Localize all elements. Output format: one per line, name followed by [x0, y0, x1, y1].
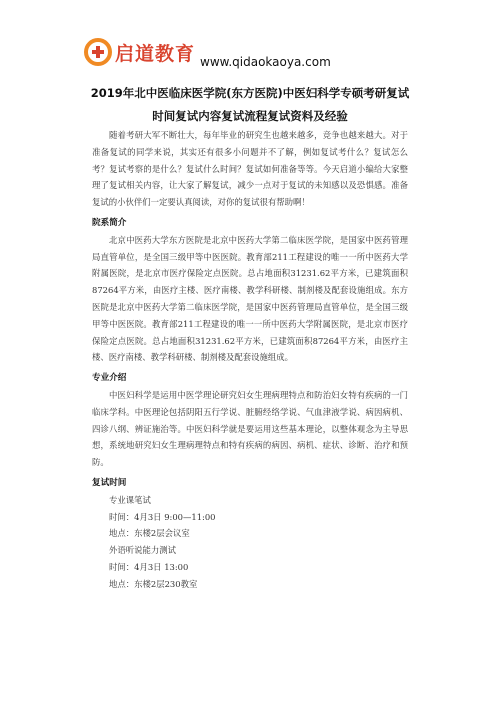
schedule-line: 时间：4月3日 9:00—11:00 [109, 511, 216, 522]
schedule-line: 外语听说能力测试 [109, 545, 176, 556]
college-paragraph: 北京中医药大学东方医院是北京中医药大学第二临床医学院，是国家中医药管理局直管单位，是全国三级甲等中医医院。教育部211工程建设的唯一一所中医药大学附属医院，是北京市医疗保险定点医院。总占地面积31231.62平方米，已建筑面积87264平方米，由医疗主楼、医疗南楼、教学科研楼、制剂楼及配套设施组成。东方医院是北京中医药大学第二临床医学院，是国家中医药管理局直管单位，是全国三级甲等中医医院。教育部211工程建设的唯一一所中医药大学附属医院，是北京市医疗保险定点医院。总占地面积31231.62平方米，已建筑面积87264平方米，由医疗主楼、医疗南楼、教学科研楼、制剂楼及配套设施组成。 [92, 234, 408, 363]
intro-paragraph: 随着考研大军不断壮大，每年毕业的研究生也越来越多，竞争也越来越大。对于准备复试的同学来说，其实还有很多小问题并不了解，例如复试考什么？复试怎么考？复试考察的是什么？复试什么时间？复试如何准备等等。今天启道小编给大家整理了复试相关内容，让大家了解复试，减少一点对于复试的未知感以及恐惧感。准备复试的小伙伴们一定要认真阅读，对你的复试很有帮助啊！ [92, 130, 408, 208]
document-title-line-1: 2019年北中医临床医学院(东方医院)中医妇科学专硕考研复试 [90, 86, 410, 100]
brand-logo [84, 38, 194, 66]
brand-name: 启道教育 [115, 43, 196, 65]
section-heading-major: 专业介绍 [92, 373, 127, 384]
schedule-line: 时间：4月3日 13:00 [109, 561, 189, 572]
logo-mark-icon [84, 38, 112, 66]
schedule-line: 地点：东楼2层230教室 [109, 578, 198, 589]
section-heading-college: 院系简介 [92, 217, 127, 228]
document-body [92, 127, 408, 593]
document-title-line-2: 时间复试内容复试流程复试资料及经验 [152, 109, 348, 123]
schedule-line: 地点：东楼2层会议室 [109, 528, 190, 539]
schedule-line: 专业课笔试 [109, 494, 151, 505]
section-heading-schedule: 复试时间 [92, 477, 127, 488]
major-paragraph: 中医妇科学是运用中医学理论研究妇女生理病理特点和防治妇女特有疾病的一门临床学科。中医理论包括阴阳五行学说、脏腑经络学说、气血津液学说、病因病机、四诊八纲、辨证施治等。中医妇科学就是要运用这些基本理论，以整体观念为主导思想，系统地研究妇女生理病理特点和特有疾病的病因、病机、症状、诊断、治疗和预防。 [92, 389, 408, 468]
site-url: www.qidaokaoya.com [200, 55, 331, 69]
